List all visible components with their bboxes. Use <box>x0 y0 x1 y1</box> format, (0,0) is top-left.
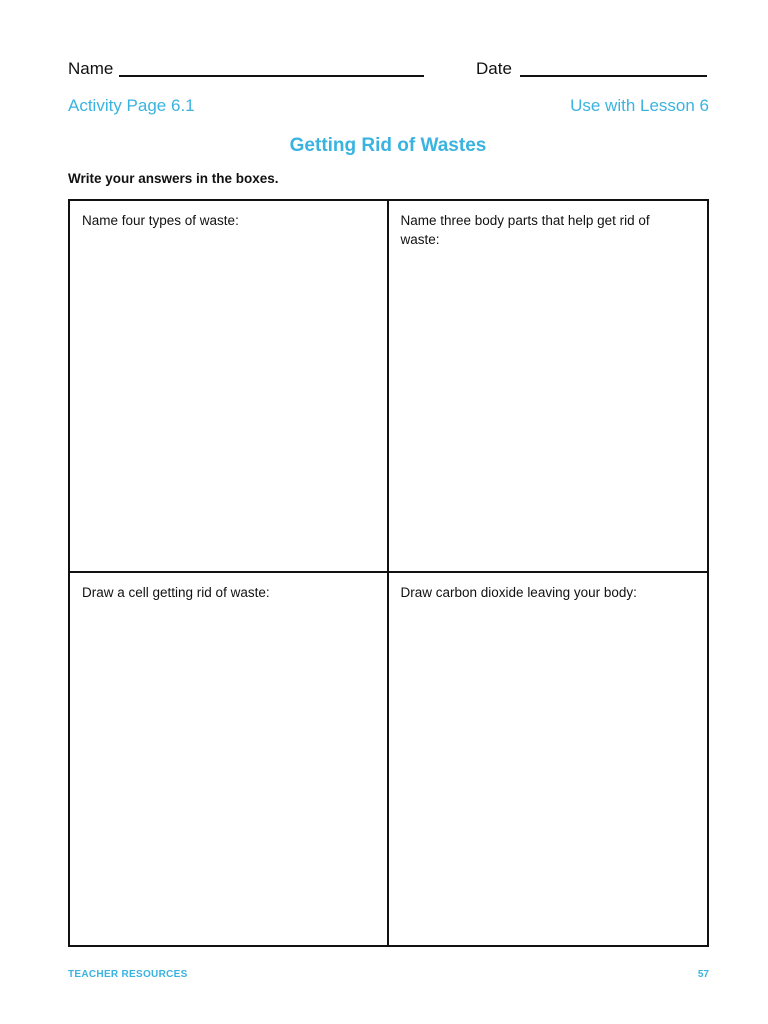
lesson-reference: Use with Lesson 6 <box>570 96 709 115</box>
answer-grid <box>68 199 709 947</box>
activity-page-label: Activity Page 6.1 <box>68 96 195 115</box>
instructions: Write your answers in the boxes. <box>68 171 279 186</box>
name-field <box>68 58 424 80</box>
box-prompt: Name four types of waste: <box>82 213 239 228</box>
footer-section-label: TEACHER RESOURCES <box>68 969 188 980</box>
answer-box-cell-drawing[interactable] <box>70 573 389 945</box>
box-prompt: Draw a cell getting rid of waste: <box>82 585 270 600</box>
answer-box-carbon-dioxide-drawing[interactable] <box>389 573 708 945</box>
date-input-line[interactable] <box>520 75 707 77</box>
page-title: Getting Rid of Wastes <box>289 135 487 156</box>
name-input-line[interactable] <box>119 75 424 77</box>
answer-box-waste-types[interactable] <box>70 201 389 573</box>
box-prompt: Draw carbon dioxide leaving your body: <box>400 585 637 600</box>
box-prompt: Name three body parts that help get rid of waste: <box>400 213 650 247</box>
name-label: Name <box>68 59 114 78</box>
date-field <box>476 58 707 80</box>
date-label: Date <box>476 59 512 78</box>
answer-box-body-parts[interactable] <box>389 201 708 573</box>
footer-page-number: 57 <box>697 969 709 980</box>
